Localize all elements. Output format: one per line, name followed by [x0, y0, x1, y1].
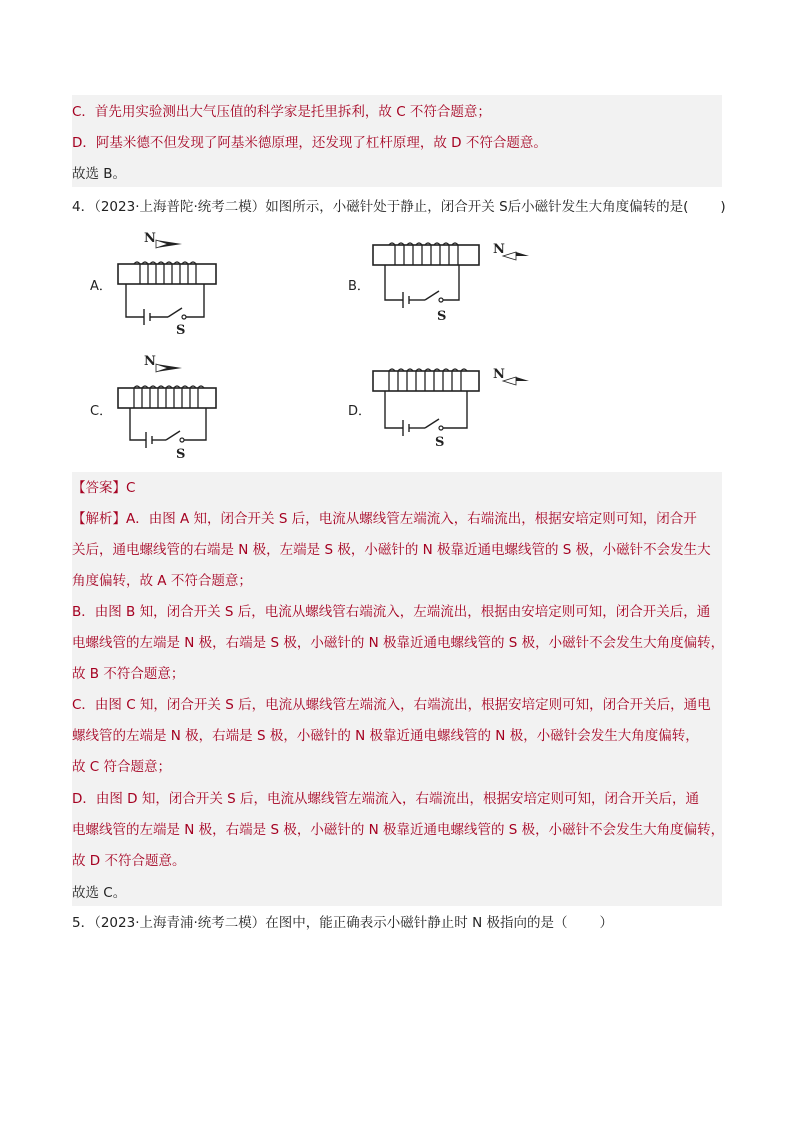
question-4-stem-end: ) — [720, 199, 726, 215]
q4-analysis-conclusion: 故选 C。 — [72, 885, 127, 901]
option-d-label: D． — [348, 404, 372, 419]
option-b-needle-n: N — [493, 242, 505, 257]
option-a-solenoid-core — [118, 264, 216, 284]
option-c-diagram — [110, 348, 225, 463]
q4-analysis-line-12: 故 D 不符合题意。 — [72, 853, 186, 869]
option-d-diagram — [365, 360, 535, 460]
q4-analysis-line-9: 故 C 符合题意； — [72, 759, 172, 775]
question-5-stem-text: 5．（2023·上海青浦·统考二模）在图中，能正确表示小磁针静止时 N 极指向的是（ — [72, 915, 568, 931]
option-c-switch-s: S — [176, 447, 186, 462]
q4-answer-tag: 【答案】C — [72, 480, 136, 496]
option-b-diagram — [365, 228, 535, 328]
option-c-solenoid-core — [118, 388, 216, 408]
option-b-solenoid-core — [373, 245, 479, 265]
q4-analysis-line-6: 故 B 不符合题意； — [72, 666, 185, 682]
question-5-stem — [72, 914, 613, 932]
option-b-switch-s: S — [437, 309, 447, 324]
q4-analysis-line-7: C．由图 C 知，闭合开关 S 后，电流从螺线管左端流入，右端流出，根据安培定则可知，闭合开关后，通电 — [72, 697, 711, 713]
q4-analysis-line-10: D．由图 D 知，闭合开关 S 后，电流从螺线管左端流入，右端流出，根据安培定则可知，闭合开关后，通 — [72, 791, 700, 807]
option-c-needle-n: N — [144, 354, 156, 369]
option-b-label: B． — [348, 279, 370, 294]
option-a-label: A． — [90, 279, 112, 294]
q4-analysis-line-8: 螺线管的左端是 N 极，右端是 S 极，小磁针的 N 极靠近通电螺线管的 N 极，小磁针会发生大角度偏转， — [72, 728, 699, 744]
q4-analysis-line-4: B．由图 B 知，闭合开关 S 后，电流从螺线管右端流入，左端流出，根据由安培定则可知，闭合开关后，通 — [72, 604, 711, 620]
q4-answer-background — [72, 472, 725, 906]
option-a-diagram — [110, 222, 225, 342]
q4-analysis-line-3: 角度偏转，故 A 不符合题意； — [72, 573, 252, 589]
question-5-stem-end: ） — [599, 915, 613, 931]
prev-solution-line-d: D．阿基米德不但发现了阿基米德原理，还发现了杠杆原理，故 D 不符合题意。 — [72, 135, 547, 151]
prev-solution-line-c: C．首先用实验测出大气压值的科学家是托里拆利，故 C 不符合题意； — [72, 104, 491, 120]
prev-solution-conclusion: 故选 B。 — [72, 166, 127, 182]
q4-analysis-line-1: 【解析】A．由图 A 知，闭合开关 S 后，电流从螺线管左端流入，右端流出，根据安培定则可知，闭合开 — [72, 511, 697, 527]
option-a-needle-n: N — [144, 231, 156, 246]
q4-analysis-line-5: 电螺线管的左端是 N 极，右端是 S 极，小磁针的 N 极靠近通电螺线管的 S 极，小磁针不会发生大角度偏转， — [72, 635, 725, 651]
q4-analysis-line-2: 关后，通电螺线管的右端是 N 极，左端是 S 极，小磁针的 N 极靠近通电螺线管的 S 极，小磁针不会发生大 — [72, 542, 711, 558]
question-4-stem — [72, 198, 726, 216]
option-d-switch-s: S — [435, 435, 445, 450]
option-d-needle-n: N — [493, 367, 505, 382]
q4-analysis-line-11: 电螺线管的左端是 N 极，右端是 S 极，小磁针的 N 极靠近通电螺线管的 S 极，小磁针不会发生大角度偏转， — [72, 822, 725, 838]
question-4-stem-text: 4．（2023·上海普陀·统考二模）如图所示，小磁针处于静止，闭合开关 S后小磁针发生大角度偏转的是( — [72, 199, 689, 215]
option-a-switch-s: S — [176, 323, 186, 338]
option-c-label: C． — [90, 404, 113, 419]
